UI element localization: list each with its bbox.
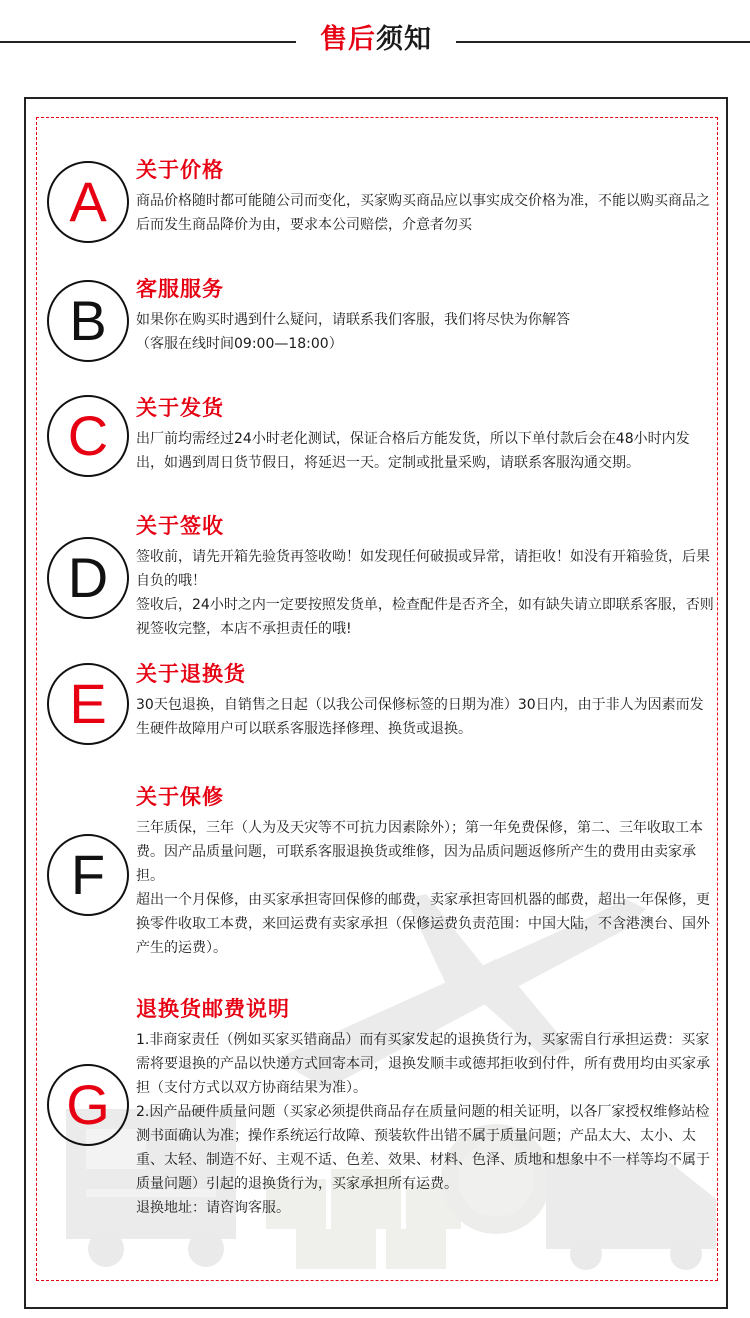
section-returns-body (136, 693, 714, 741)
section-return-postage-body (136, 1028, 714, 1220)
return-postage-rule-1: 1.非商家责任（例如买家买错商品）而有买家发起的退换货行为，买家需自行承担运费：买家需将要退换的产品以快递方式回寄本司，退换发顺丰或德邦拒收到付件，所有费用均由买家承担（支付方式以双方协商结果为准）。 (136, 1032, 710, 1096)
letter-c-badge: C (47, 395, 129, 477)
page-title (296, 20, 456, 60)
section-warranty-terms: 三年质保，三年（人为及天灾等不可抗力因素除外）；第一年免费保修，第二、三年收取工本费。因产品质量问题，可联系客服退换货或维修，因为品质问题返修所产生的费用由卖家承担。 (136, 820, 703, 884)
section-service-body (136, 308, 714, 356)
header-rule-right (456, 41, 750, 43)
section-returns-title: 关于退换货 (136, 662, 246, 686)
letter-b-badge: B (47, 280, 129, 362)
section-returns-text: 30天包退换，自销售之日起（以我公司保修标签的日期为准）30日内，由于非人为因素而发生硬件故障用户可以联系客服选择修理、换货或退换。 (136, 697, 704, 737)
section-price-body (136, 189, 714, 237)
letter-f-badge: F (47, 834, 129, 916)
return-postage-rule-2: 2.因产品硬件质量问题（买家必须提供商品存在质量问题的相关证明，以各厂家授权维修站检测书面确认为准；操作系统运行故障、预装软件出错不属于质量问题；产品太大、太小、太重、太轻、制造不好、主观不适、色差、效果、材料、色泽、质地和想象中不一样等均不属于质量问题）引起的退换货行为，买家承担所有运费。 (136, 1104, 710, 1192)
page-header (0, 0, 750, 84)
letter-a-badge: A (47, 161, 129, 243)
section-warranty-body (136, 816, 714, 960)
section-price-text: 商品价格随时都可能随公司而变化，买家购买商品应以事实成交价格为准，不能以购买商品之后而发生商品降价为由，要求本公司赔偿，介意者勿买 (136, 193, 710, 233)
page-title-black: 须知 (376, 24, 432, 55)
section-shipping-text: 出厂前均需经过24小时老化测试，保证合格后方能发货，所以下单付款后会在48小时内发出，如遇到周日货节假日，将延迟一天。定制或批量采购，请联系客服沟通交期。 (136, 431, 690, 471)
section-receipt-after: 签收后，24小时之内一定要按照发货单，检查配件是否齐全，如有缺失请立即联系客服，否则视签收完整，本店不承担责任的哦! (136, 597, 714, 637)
letter-e-badge: E (47, 663, 129, 745)
section-service-text: 如果你在购买时遇到什么疑问，请联系我们客服，我们将尽快为你解答 (136, 312, 570, 328)
header-rule-left (0, 41, 296, 43)
section-service-title: 客服服务 (136, 277, 224, 301)
section-price-title: 关于价格 (136, 158, 224, 182)
letter-g-badge: G (47, 1064, 129, 1146)
section-warranty-title: 关于保修 (136, 785, 224, 809)
letter-d-badge: D (47, 537, 129, 619)
section-service-hours: （客服在线时间09:00—18:00） (136, 336, 343, 352)
section-warranty-postage: 超出一个月保修，由买家承担寄回保修的邮费，卖家承担寄回机器的邮费，超出一年保修，更换零件收取工本费，来回运费有卖家承担（保修运费负责范围：中国大陆，不含港澳台、国外产生的运费）。 (136, 892, 710, 956)
notice-frame (24, 97, 728, 1309)
section-shipping-body (136, 427, 714, 475)
section-shipping-title: 关于发货 (136, 396, 224, 420)
page-title-red: 售后 (320, 24, 376, 55)
section-return-postage-title: 退换货邮费说明 (136, 997, 290, 1021)
return-address: 退换地址：请咨询客服。 (136, 1200, 290, 1216)
section-receipt-before: 签收前，请先开箱先验货再签收呦！如发现任何破损或异常，请拒收！如没有开箱验货，后果自负的哦！ (136, 549, 710, 589)
section-receipt-title: 关于签收 (136, 514, 224, 538)
section-receipt-body (136, 545, 714, 641)
